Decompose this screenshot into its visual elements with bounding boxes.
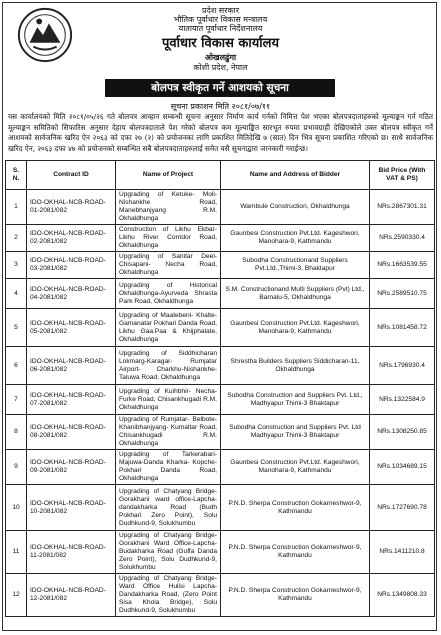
cell-bidder: Gaunbesi Construction Pvt.Ltd. Kageshwori, Manohara-9, Kathmandu xyxy=(221,450,370,485)
cell-price: NRs.1349808.33 xyxy=(370,574,435,617)
cell-price: NRs.2589510.75 xyxy=(370,279,435,309)
cell-sn: 3 xyxy=(6,252,27,279)
cell-project: Upgrading of Siddhicharan Lokmarg-Karagar- Rumjatar Airport- Charkhu-Nishankhe- Taluwa Road, Okhaldhunga xyxy=(116,347,221,385)
cell-bidder: P.N.D. Sherpa Construction Gokarneshwor-9, Kathmandu xyxy=(221,574,370,617)
cell-contract-id: IDO-OKHAL-NCB-ROAD-11-2081/082 xyxy=(27,531,116,574)
header-bid-price: Bid Price (With VAT & PS) xyxy=(370,161,435,190)
cell-contract-id: IDO-OKHAL-NCB-ROAD-10-2081/082 xyxy=(27,485,116,531)
cell-contract-id: IDO-OKHAL-NCB-ROAD-12-2081/082 xyxy=(27,574,116,617)
table-row xyxy=(6,450,435,485)
cell-project: Upgrading of Chatyang Bridge-Gorakhani ward office-Lapcha-dandakharka Road (Budh Pokhari Zero Point), Solu Dudhkund-9, Solukhumbu xyxy=(116,485,221,531)
table-row xyxy=(6,309,435,347)
cell-bidder: P.N.D. Sherpa Construction Gokarneshwor-9, Kathmandu xyxy=(221,485,370,531)
cell-sn: 8 xyxy=(6,415,27,450)
cell-project: Upgrading of Historical Okhaldhunga-Ayurveda Shrasta Park Road, Okhaldhunga xyxy=(116,279,221,309)
cell-project: Upgrading of Sanitar Deel- Chisapani- Necha Road, Okhaldhunga xyxy=(116,252,221,279)
bid-award-table xyxy=(5,160,435,617)
cell-project: Upgrading of Chatyang Bridge-Ward Office Hulisi Lapcha-Dandakharka Road, (Zero Point Sisa Khola Bridge), Solu Dudhkund-9, Solukhumbu xyxy=(116,574,221,617)
cell-contract-id: IDO-OKHAL-NCB-ROAD-06-2081/082 xyxy=(27,347,116,385)
cell-sn: 1 xyxy=(6,190,27,225)
cell-sn: 9 xyxy=(6,450,27,485)
cell-project: Upgrading of Rumjatar- Belbote-Khanibhanjyang- Kumaltar Road, Chisankhugadi R.M. Okhaldhunga xyxy=(116,415,221,450)
cell-contract-id: IDO-OKHAL-NCB-ROAD-03-2081/082 xyxy=(27,252,116,279)
cell-project: Upgrading of Maatebeni- Khalte-Gamanatar Pokhari Danda Road, Likhu Gaa.Paa & Khijphalate, Okhaldhunga xyxy=(116,309,221,347)
table-row xyxy=(6,385,435,415)
cell-project: Upgrading of Chatyang Bridge-Gorakhani Ward Office-Lapcha-Budakharka Road (Guffa Danda Zero Point), Solu Dudhkund-9, Solukhumbu xyxy=(116,531,221,574)
cell-price: NRs.1081458.72 xyxy=(370,309,435,347)
table-row xyxy=(6,415,435,450)
cell-sn: 10 xyxy=(6,485,27,531)
cell-sn: 5 xyxy=(6,309,27,347)
cell-price: NRs.1411210.8 xyxy=(370,531,435,574)
cell-contract-id: IDO-OKHAL-NCB-ROAD-05-2081/082 xyxy=(27,309,116,347)
cell-bidder: Subodha Construction and Suppliers Pvt. Ltd., Madhyapur Thimi-3 Bhaktapur xyxy=(221,385,370,415)
cell-bidder: Gaunbesi Construction Pvt.Ltd. Kageshwori, Manohara-9, Kathmandu xyxy=(221,225,370,252)
cell-project: Upgrading of Ketuke- Moli- Nishankhe Road, Manebhanjyang R.M. Okhaldhunga xyxy=(116,190,221,225)
publication-date: सूचना प्रकाशन मिति २०८१/०७/११ xyxy=(170,102,271,111)
cell-bidder: Wambule Construction, Okhaldhunga xyxy=(221,190,370,225)
cell-contract-id: IDO-OKHAL-NCB-ROAD-04-2081/082 xyxy=(27,279,116,309)
header-line-ministry: भौतिक पूर्वाधार विकास मन्त्रालय xyxy=(173,15,268,24)
table-row xyxy=(6,279,435,309)
cell-sn: 7 xyxy=(6,385,27,415)
table-row xyxy=(6,485,435,531)
cell-sn: 12 xyxy=(6,574,27,617)
cell-price: NRs.1322584.9 xyxy=(370,385,435,415)
notice-intro-paragraph: यस कार्यालयको मिति २०८१/०५/२६ गते बोलपत्र आव्हान सम्बन्धी सूचना अनुसार निर्माण कार्य गर्नको निमित्त पेश भएका बोलपत्रदाताहरुको मूल्याङ्कन गर्न गठित मूल्याङ्कन समितिको सिफारिस अनुसार देहाय बोलपत्रदाताले पेश गरेको बोलपत्र कम मूल्याङ्कित सारभूत रुपमा प्रभावग्राही देखिएकोले उक्त बोलपत्र स्वीकृत गर्ने आशयको सार्वजनिक खरिद ऐन २०६३ को दफा २७ (२) को प्रयोजनका लागि प्रकाशित मितिदेखि ७ (सात) दिन भित्र सूचना प्रकाशित गरिएको छ। साथै सार्वजनिक खरिद ऐन, २०६३ दफा ४७ को प्रयोजनको सम्बन्धित सबै बोलपत्रदाताहरुलाई समेत यसै सूचनाद्वारा जानकारी गराईन्छ। xyxy=(8,112,433,153)
table-row xyxy=(6,347,435,385)
table-row xyxy=(6,531,435,574)
cell-sn: 6 xyxy=(6,347,27,385)
cell-bidder: P.N.D. Sherpa Construction Gokarneshwor-9, Kathmandu xyxy=(221,531,370,574)
table-row xyxy=(6,225,435,252)
cell-sn: 2 xyxy=(6,225,27,252)
header-bidder: Name and Address of Bidder xyxy=(221,161,370,190)
cell-contract-id: IDO-OKHAL-NCB-ROAD-02-2081/082 xyxy=(27,225,116,252)
cell-bidder: Subodha Construction and Suppliers Pvt. Ltd Madhyapur Thimi-3 Bhaktapur xyxy=(221,415,370,450)
cell-bidder: Subodha Constructionand Suppliers Pvt.Ltd.,Thimi-3, Bhaktapur xyxy=(221,252,370,279)
header-line-directorate: यातायात पूर्वाधार निर्देशनालय xyxy=(178,24,263,33)
table-row xyxy=(6,574,435,617)
header-line-province-government: प्रदेश सरकार xyxy=(202,6,239,15)
header-sn: S. N. xyxy=(6,161,27,190)
table-header-row xyxy=(6,161,435,190)
cell-price: NRs.2867301.31 xyxy=(370,190,435,225)
cell-price: NRs.1796930.4 xyxy=(370,347,435,385)
cell-contract-id: IDO-OKHAL-NCB-ROAD-08-2081/082 xyxy=(27,415,116,450)
header-contract-id: Contract ID xyxy=(27,161,116,190)
office-title: पूर्वाधार विकास कार्यालय xyxy=(161,36,280,51)
office-province: कोशी प्रदेश, नेपाल xyxy=(193,63,248,72)
cell-price: NRs.1727690.78 xyxy=(370,485,435,531)
cell-bidder: S.M. Constructionand Multi Suppliers (Pvt) Ltd., Barnalu-5, Okhaldhunga xyxy=(221,279,370,309)
office-city: ओखलढुंगा xyxy=(204,53,237,62)
table-row xyxy=(6,252,435,279)
cell-sn: 4 xyxy=(6,279,27,309)
cell-bidder: Gaunbesi Construction Pvt.Ltd. Kageshwori, Manohara-9, Kathmandu xyxy=(221,309,370,347)
header-project: Name of Project xyxy=(116,161,221,190)
cell-contract-id: IDO-OKHAL-NCB-ROAD-01-2081/082 xyxy=(27,190,116,225)
cell-project: Upgrading of Kuihbhir- Necha- Furke Road, Chisankhugadi R.M. Okhaldhunga xyxy=(116,385,221,415)
notice-title-banner: बोलपत्र स्वीकृत गर्ने आशयको सूचना xyxy=(105,79,335,97)
cell-project: Construction of Likhu Ekbar- Likhu River Corridor Road, Okhaldhunga xyxy=(116,225,221,252)
cell-contract-id: IDO-OKHAL-NCB-ROAD-09-2081/082 xyxy=(27,450,116,485)
table-row xyxy=(6,190,435,225)
cell-price: NRs.1663539.55 xyxy=(370,252,435,279)
cell-bidder: Shrestha Builders Suppliers Siddicharan-11, Okhaldhunga xyxy=(221,347,370,385)
cell-contract-id: IDO-OKHAL-NCB-ROAD-07-2081/082 xyxy=(27,385,116,415)
cell-sn: 11 xyxy=(6,531,27,574)
cell-price: NRs.2590330.4 xyxy=(370,225,435,252)
cell-project: Upgrading of Tarkerabari- Majuwa-Danda Kharka- Kopche- Pokhari Danda Road, Okhaldhunga xyxy=(116,450,221,485)
cell-price: NRs.1034689.15 xyxy=(370,450,435,485)
cell-price: NRs.1308250.85 xyxy=(370,415,435,450)
